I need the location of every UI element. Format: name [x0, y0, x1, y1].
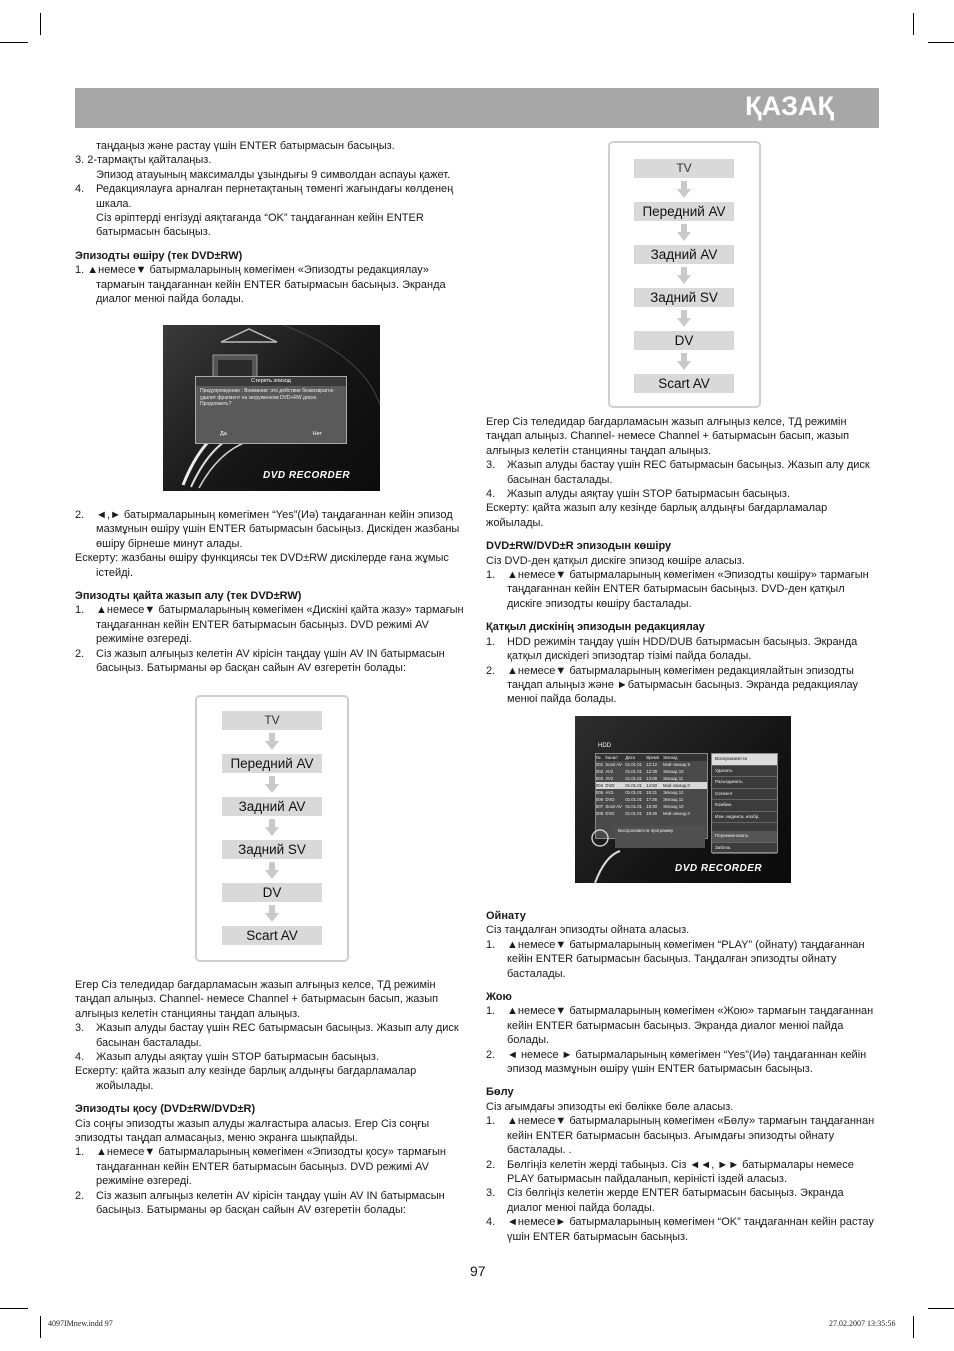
- table-cell: 01.01.01: [625, 811, 643, 816]
- section-heading: DVD±RW/DVD±R эпизодын көшіру: [486, 540, 672, 553]
- list-item: 3. Сіз бөлгіңіз келетін жерде ENTER батырмасын басыңыз. Экранда диалог менюі пайда болады.: [486, 1187, 844, 1214]
- section-heading: Эпизодты қайта жазып алу (тек DVD±RW): [75, 590, 302, 603]
- table-cell: 008: [596, 811, 604, 816]
- table-header-cell: Канал: [605, 755, 618, 760]
- table-row[interactable]: [596, 803, 707, 810]
- paragraph: Сіз DVD-ден қатқыл дискіге эпизод көшіре аласыз.: [486, 554, 745, 567]
- menu-item[interactable]: Переименовать: [712, 831, 777, 843]
- dialog-text: Предупреждение : Внимание: это действие безвозвратно удалит фрагмент на загруженном DVD+RW диске. Продолжить?: [200, 388, 334, 407]
- dialog-yes-button[interactable]: Да: [220, 431, 227, 437]
- menu-item[interactable]: Заблок.: [712, 843, 777, 855]
- dvd-recorder-logo: DVD RECORDER: [263, 470, 351, 481]
- left-column-middle: [75, 508, 468, 675]
- table-header-cell: Время: [646, 755, 660, 760]
- list-item: 4. ◄немесе► батырмаларының көмегімен “OK” таңдағаннан кейін растау үшін ENTER батырмасын басыңыз.: [486, 1216, 874, 1243]
- section-heading: Бөлу: [486, 1086, 514, 1099]
- table-cell: Эпизод 10: [663, 769, 684, 774]
- note: Ескерту: қайта жазып алу кезінде барлық алдыңғы бағдарламалар жойылады.: [75, 1065, 417, 1092]
- flow-box-rear-sv: Задний SV: [634, 288, 734, 307]
- table-cell: 17:36: [646, 797, 658, 802]
- page-title: ҚАЗАҚ: [745, 91, 834, 121]
- table-cell: 006: [596, 797, 604, 802]
- table-cell: DVD: [605, 797, 615, 802]
- av-input-flow-left: [195, 695, 349, 962]
- footer-file: 4097IMnew.indd 97: [48, 1319, 113, 1328]
- header-bar: [75, 88, 879, 128]
- crop-mark: [40, 1316, 41, 1338]
- table-cell: 003: [596, 776, 604, 781]
- list-item: 1. ▲немесе▼ батырмаларының көмегімен «Эпизодты көшіру» тармағын таңдағаннан кейін ENTER батырмасын басыңыз. DVD-ден қатқыл дискіге эпизодты көшіру басталады.: [486, 569, 869, 610]
- paragraph: Эпизод атауының максималды ұзындығы 9 символдан аспауы қажет.: [96, 168, 451, 181]
- table-cell: 004: [596, 783, 604, 788]
- list-item: 2. Сіз жазып алғыңыз келетін AV кірісін таңдау үшін AV IN батырмасын басыңыз. Батырманы әр басқан сайын AV өзгеретін болады:: [75, 647, 445, 675]
- crop-mark: [928, 1308, 954, 1309]
- crop-mark: [928, 42, 954, 43]
- paragraph: Сіз әріптерді енгізуді аяқтағанда “OK” таңдағаннан кейін ENTER батырмасын басыңыз.: [96, 212, 424, 239]
- list-item: 1. ▲немесе▼ батырмаларының көмегімен «Бөлу» тармағын таңдағаннан кейін ENTER батырмасын басыңыз. Ағымдағы эпизодты ойнату басталады. .: [486, 1115, 875, 1157]
- dvd-recorder-logo: DVD RECORDER: [675, 863, 763, 874]
- down-arrow-icon: [677, 224, 691, 242]
- table-cell: DVD: [605, 811, 615, 816]
- paragraph: Сіз соңғы эпизодты жазып алуды жалғастыра аласыз. Егер Сіз соңғы эпизодты таңдап алмасаңыз, меню экранға шықпайды.: [75, 1117, 430, 1145]
- flow-box-tv: TV: [222, 711, 322, 730]
- list-item: 3. Жазып алуды бастау үшін REC батырмасын басыңыз. Жазып алу диск басынан басталады.: [486, 459, 870, 486]
- list-item: 2. ◄ немесе ► батырмаларының көмегімен “Yes”(Иә) таңдағаннан кейін эпизод мазмұнын өшіру үшін ENTER батырмасын басыңыз.: [486, 1048, 867, 1076]
- table-cell: Scart AV: [605, 804, 622, 809]
- flow-box-scart-av: Scart AV: [634, 374, 734, 393]
- table-header-cell: Эпизод: [663, 755, 678, 760]
- down-arrow-icon: [265, 819, 279, 837]
- menu-item[interactable]: Воспроизвести: [712, 754, 777, 766]
- page-number: 97: [470, 1263, 486, 1279]
- list-item: 2. Бөлгіңіз келетін жерді табыңыз. Сіз ◄◄, ►► батырмалары немесе PLAY батырмасын пайдаланып, керіністі іздей аласыз.: [486, 1158, 854, 1185]
- dialog-no-button[interactable]: Нет: [312, 431, 322, 437]
- table-cell: Эпизод 11: [663, 776, 684, 781]
- table-header: [596, 754, 707, 761]
- list-item: 2. Сіз жазып алғыңыз келетін AV кірісін таңдау үшін AV IN батырмасын басыңыз. Батырманы әр басқан сайын AV өзгеретін болады:: [75, 1189, 445, 1217]
- crop-mark: [0, 42, 28, 43]
- list-item: 1. ▲немесе▼ батырмаларының көмегімен «Дискіні қайта жазу» тармағын таңдағаннан кейін ENTER батырмасын басыңыз. DVD режимі AV режиміне өзгереді.: [75, 604, 464, 646]
- table-header-cell: №: [596, 755, 601, 760]
- paragraph: Сіз таңдалған эпизодты ойната аласыз.: [486, 924, 690, 937]
- table-cell: AV2: [605, 790, 614, 795]
- table-cell: Scart AV: [605, 762, 622, 767]
- down-arrow-icon: [265, 862, 279, 880]
- list-item: 4. Редакциялауға арналған пернетақтаның төменгі жағындағы көлденең шкала.: [75, 183, 454, 210]
- table-cell: 12:38: [646, 769, 658, 774]
- table-cell: 18:30: [646, 804, 658, 809]
- screenshot-hdd-list: [575, 716, 791, 883]
- flow-box-front-av: Передний AV: [222, 754, 322, 773]
- table-cell: 13:09: [646, 776, 658, 781]
- down-arrow-icon: [265, 733, 279, 751]
- flow-box-dv: DV: [634, 331, 734, 350]
- menu-item[interactable]: Разъединить: [712, 777, 777, 789]
- list-item: 3. Жазып алуды бастау үшін REC батырмасын басыңыз. Жазып алу диск басынан басталады.: [75, 1022, 459, 1049]
- list-item: 2. ▲немесе▼ батырмаларының көмегімен редакциялайтын эпизодты таңдап алыңыз және ►батырмасын басыңыз. Экранда редакциялау менюі пайда болады.: [486, 664, 858, 706]
- dialog-title: Стереть эпизод: [196, 377, 346, 386]
- table-cell: 01.01.01: [625, 790, 643, 795]
- list-item: 1. ▲немесе▼ батырмаларының көмегімен «Жою» тармағын таңдағаннан кейін ENTER батырмасын басыңыз. Экранда диалог менюі пайда болады.: [486, 1005, 874, 1047]
- table-cell: Эпизод 10: [663, 804, 684, 809]
- table-cell: Мой эпизод 0: [663, 783, 690, 788]
- flow-box-tv: TV: [634, 159, 734, 178]
- table-cell: 12:12: [646, 762, 658, 767]
- menu-item[interactable]: Комбин.: [712, 800, 777, 812]
- table-cell: 01.01.01: [625, 776, 643, 781]
- down-arrow-icon: [677, 267, 691, 285]
- flow-box-dv: DV: [222, 883, 322, 902]
- right-column-bottom: [486, 900, 879, 1244]
- table-cell: 14:50: [646, 783, 658, 788]
- list-item: 1. ▲немесе▼ батырмаларының көмегімен «Эпизодты редакциялау» тармағын таңдағаннан кейін ENTER батырмасын басыңыз. Экранда диалог менюі пайда болады.: [75, 264, 446, 306]
- table-cell: 19:45: [646, 811, 658, 816]
- section-heading: Жою: [486, 991, 512, 1004]
- list-item: 2. ◄,► батырмаларының көмегімен “Yes”(Иә) таңдағаннан кейін эпизод мазмұнын өшіру үшін ENTER батырмасын басыңыз. Дискіден жазбаны өшіру бірнеше минут алады.: [75, 509, 460, 550]
- table-cell: 01.01.01: [625, 797, 643, 802]
- av-input-flow-right: [608, 141, 761, 408]
- section-heading: Эпизодты қосу (DVD±RW/DVD±R): [75, 1103, 256, 1116]
- table-cell: 002: [596, 769, 604, 774]
- left-column-bottom: [75, 978, 468, 1218]
- list-item: 1. HDD режимін таңдау үшін HDD/DUB батырмасын басыңыз. Экранда қатқыл дискідегі эпизодтар тізімі пайда болады.: [486, 635, 858, 663]
- menu-item[interactable]: Сегмент: [712, 789, 777, 801]
- flow-box-rear-av: Задний AV: [634, 245, 734, 264]
- section-heading: Эпизодты өшіру (тек DVD±RW): [75, 249, 243, 262]
- flow-box-scart-av: Scart AV: [222, 926, 322, 945]
- table-cell: 01.01.01: [625, 783, 643, 788]
- table-cell: 001: [596, 762, 604, 767]
- table-row[interactable]: [596, 768, 707, 775]
- table-cell: Эпизод 11: [663, 797, 684, 802]
- table-cell: 01.01.01: [625, 762, 643, 767]
- table-cell: 01.01.01: [625, 804, 643, 809]
- note: Ескерту: жазбаны өшіру функциясы тек DVD±RW дискілерде ғана жұмыс істейді.: [75, 552, 449, 579]
- paragraph: Егер Сіз теледидар бағдарламасын жазып алғыңыз келсе, ТД режимін таңдап алыңыз. Channel- немесе Channel + батырмасын басып, жазып алғыңыз келетін станцияны таңдап алыңыз.: [75, 979, 439, 1020]
- table-body: [596, 761, 707, 817]
- screenshot-delete-dialog: [163, 325, 380, 491]
- note: Ескерту: қайта жазып алу кезінде барлық алдыңғы бағдарламалар жойылады.: [486, 502, 828, 529]
- table-cell: DVD: [605, 783, 615, 788]
- section-heading: Ойнату: [486, 910, 526, 922]
- down-arrow-icon: [265, 776, 279, 794]
- hdd-mode-label: HDD: [598, 743, 611, 749]
- menu-item[interactable]: Изм. индекса, изобр.: [712, 812, 777, 824]
- status-bar: Воспроизвести программу: [615, 826, 705, 848]
- footer-date: 27.02.2007 13:35:56: [829, 1319, 896, 1328]
- table-header-cell: Дата: [625, 755, 635, 760]
- table-row[interactable]: [596, 789, 707, 796]
- flow-box-rear-av: Задний AV: [222, 797, 322, 816]
- paragraph: таңдаңыз және растау үшін ENTER батырмасын басыңыз.: [96, 140, 395, 152]
- down-arrow-icon: [677, 181, 691, 199]
- table-cell: 01.01.01: [625, 769, 643, 774]
- paragraph: Егер Сіз теледидар бағдарламасын жазып алғыңыз келсе, ТД режимін таңдап алыңыз. Channel- немесе Channel + батырмасын басып, жазып алғыңыз келетін станцияны таңдап алыңыз.: [486, 416, 850, 457]
- down-arrow-icon: [677, 353, 691, 371]
- table-cell: AV2: [605, 776, 614, 781]
- left-column-top: [75, 139, 468, 306]
- crop-mark: [913, 1316, 914, 1338]
- table-cell: Мой эпизод 9: [663, 762, 690, 767]
- list-item: 1. ▲немесе▼ батырмаларының көмегімен “PLAY” (ойнату) таңдағаннан кейін ENTER батырмасын басыңыз. Таңдалған эпизодты ойнату басталады.: [486, 938, 865, 980]
- table-row[interactable]: [596, 810, 707, 817]
- edit-menu: [711, 753, 778, 853]
- crop-mark: [40, 13, 41, 35]
- list-item: 1. ▲немесе▼ батырмаларының көмегімен «Эпизодты қосу» тармағын таңдағаннан кейін ENTER батырмасын басыңыз. DVD режимі AV режиміне өзгереді.: [75, 1146, 446, 1188]
- down-arrow-icon: [265, 905, 279, 923]
- flow-box-front-av: Передний AV: [634, 202, 734, 221]
- table-cell: AV2: [605, 769, 614, 774]
- dialog-box: [195, 376, 347, 444]
- table-row[interactable]: [596, 796, 707, 803]
- down-arrow-icon: [677, 310, 691, 328]
- flow-box-rear-sv: Задний SV: [222, 840, 322, 859]
- list-item: 4. Жазып алуды аяқтау үшін STOP батырмасын басыңыз.: [75, 1051, 380, 1064]
- section-heading: Қатқыл дискінің эпизодын редакциялау: [486, 621, 705, 634]
- crop-mark: [0, 1308, 28, 1309]
- table-cell: 007: [596, 804, 604, 809]
- table-cell: Мой эпизод 0: [663, 811, 690, 816]
- table-row[interactable]: [596, 761, 707, 768]
- table-cell: 15:21: [646, 790, 658, 795]
- table-row[interactable]: [596, 782, 707, 789]
- right-column-top: [486, 415, 879, 707]
- table-cell: 005: [596, 790, 604, 795]
- list-item: 4. Жазып алуды аяқтау үшін STOP батырмасын басыңыз.: [486, 488, 791, 501]
- paragraph: Сіз ағымдағы эпизодты екі бөлікке бөле аласыз.: [486, 1100, 734, 1113]
- table-row[interactable]: [596, 775, 707, 782]
- crop-mark: [913, 13, 914, 35]
- menu-item[interactable]: Удалить: [712, 766, 777, 778]
- paragraph: 3. 2-тармақты қайталаңыз.: [75, 154, 212, 167]
- table-cell: Эпизод 12: [663, 790, 684, 795]
